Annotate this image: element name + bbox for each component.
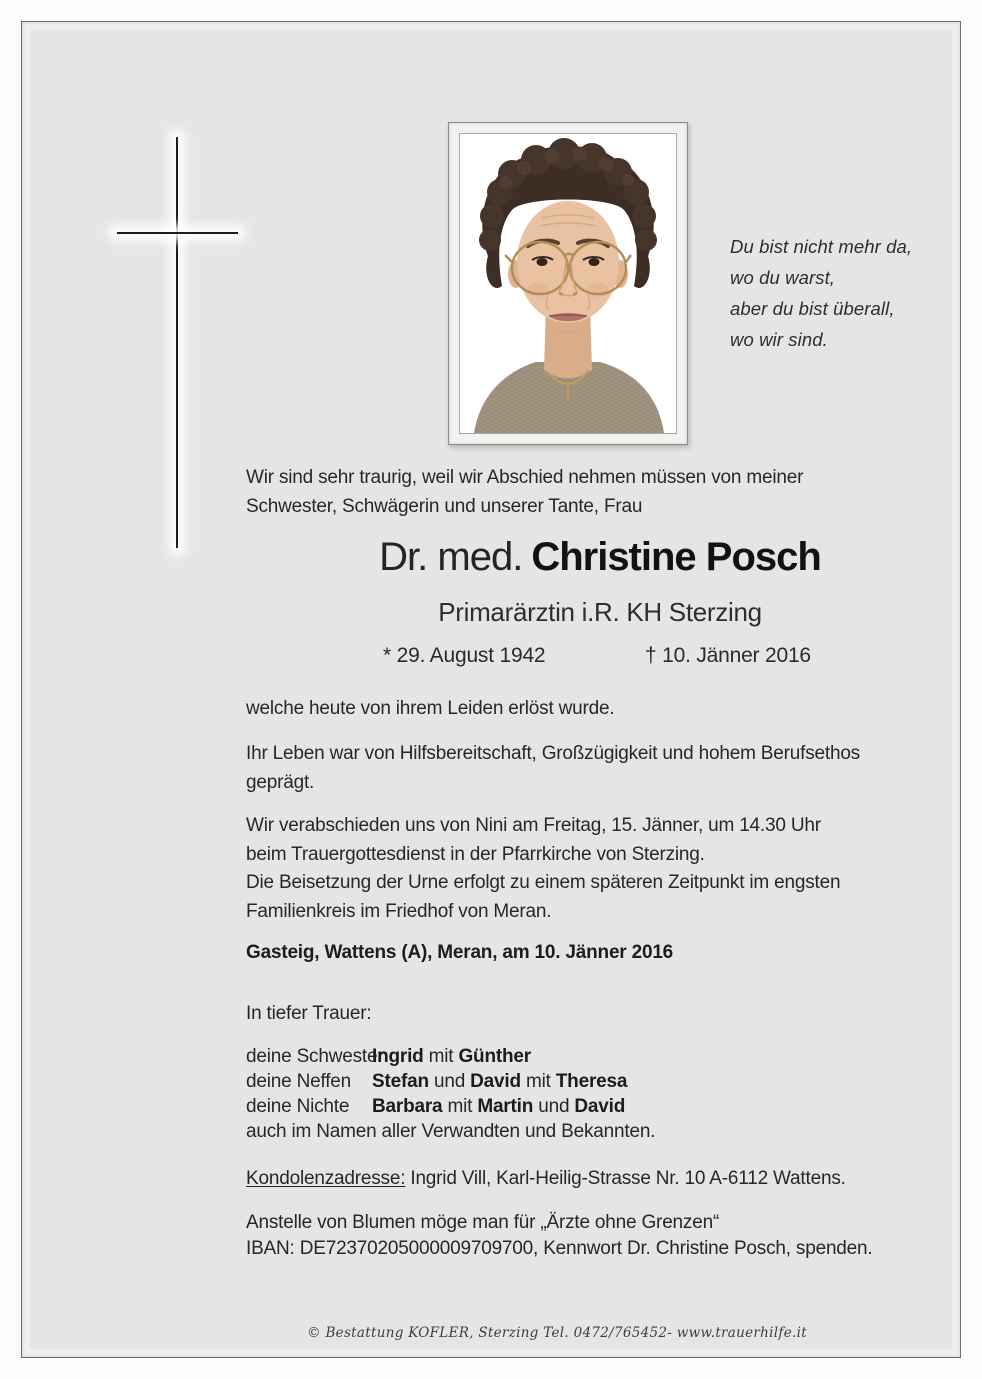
life-line: Ihr Leben war von Hilfsbereitschaft, Großzügigkeit und hohem Berufsethos (246, 743, 860, 764)
life-line: geprägt. (246, 772, 315, 793)
deceased-name-line (246, 533, 954, 581)
donation-paragraph (246, 1210, 873, 1262)
text-segment: mit (442, 1096, 478, 1117)
funeral-home-imprint: © Bestattung KOFLER, Sterzing Tel. 0472/765452- www.trauerhilfe.it (307, 1325, 807, 1341)
cross-horizontal-bar (117, 232, 238, 234)
portrait-photo-frame (448, 122, 688, 445)
place-date-line: Gasteig, Wattens (A), Meran, am 10. Jänner 2016 (246, 942, 674, 963)
intro-line: Schwester, Schwägerin und unserer Tante, Frau (246, 496, 643, 517)
donation-line: Anstelle von Blumen möge man für „Ärzte ohne Grenzen“ (246, 1212, 720, 1233)
intro-paragraph (246, 463, 803, 521)
mourner-relation: deine Schwester (246, 1046, 384, 1067)
name-segment: Günther (458, 1046, 531, 1067)
mourner-names (372, 1069, 627, 1094)
text-segment: und (428, 1071, 471, 1092)
cross-vertical-bar (176, 137, 178, 548)
name-segment: Theresa (555, 1071, 628, 1092)
deceased-title: Dr. med. (379, 535, 523, 579)
farewell-line: Wir verabschieden uns von Nini am Freitag, 15. Jänner, um 14.30 Uhr (246, 815, 821, 836)
condolence-address: Ingrid Vill, Karl-Heilig-Strasse Nr. 10 A-6112 Wattens. (405, 1168, 846, 1189)
verse-line: Du bist nicht mehr da, (730, 236, 913, 257)
text-segment: mit (520, 1071, 556, 1092)
mourner-names (372, 1044, 531, 1069)
verse-line: wo du warst, (730, 267, 836, 288)
name-segment: David (470, 1071, 521, 1092)
life-paragraph (246, 739, 860, 797)
farewell-line: beim Trauergottesdienst in der Pfarrkirche von Sterzing. (246, 843, 705, 865)
mourner-row (246, 1044, 655, 1069)
verse-line: aber du bist überall, (730, 298, 895, 319)
mourner-relation: deine Neffen (246, 1071, 352, 1092)
release-paragraph: welche heute von ihrem Leiden erlöst wurde. (246, 698, 615, 719)
death-date: † 10. Jänner 2016 (645, 644, 811, 667)
verse-line: wo wir sind. (730, 329, 828, 350)
mourner-names (372, 1094, 625, 1119)
text-segment: mit (423, 1046, 459, 1067)
mourner-row (246, 1069, 655, 1094)
farewell-line: Die Beisetzung der Urne erfolgt zu einem späteren Zeitpunkt im engsten (246, 872, 841, 893)
name-segment: Martin (477, 1096, 534, 1117)
deceased-name: Christine Posch (531, 535, 821, 579)
mourning-heading: In tiefer Trauer: (246, 1003, 372, 1024)
farewell-line: Familienkreis im Friedhof von Meran. (246, 900, 552, 922)
name-segment: Stefan (372, 1071, 429, 1092)
mourner-relation: deine Nichte (246, 1096, 350, 1117)
name-segment: David (574, 1096, 626, 1117)
mourners-closing: auch im Namen aller Verwandten und Bekannten. (246, 1121, 656, 1142)
donation-line: IBAN: DE72370205000009709700, Kennwort Dr. Christine Posch, spenden. (246, 1238, 873, 1259)
portrait-photo-mat (459, 133, 677, 434)
portrait-photo (460, 134, 676, 433)
name-segment: Ingrid (372, 1046, 424, 1067)
condolence-line (246, 1164, 846, 1193)
deceased-role: Primarärztin i.R. KH Sterzing (438, 597, 762, 627)
memorial-verse (730, 231, 912, 355)
intro-line: Wir sind sehr traurig, weil wir Abschied nehmen müssen von meiner (246, 467, 804, 488)
condolence-label: Kondolenzadresse: (246, 1168, 406, 1189)
name-segment: Barbara (372, 1096, 443, 1117)
mourners-list (246, 1044, 655, 1144)
birth-date: * 29. August 1942 (383, 644, 546, 667)
mourner-row (246, 1094, 655, 1119)
farewell-paragraph (246, 812, 840, 926)
text-segment: und (533, 1096, 575, 1117)
